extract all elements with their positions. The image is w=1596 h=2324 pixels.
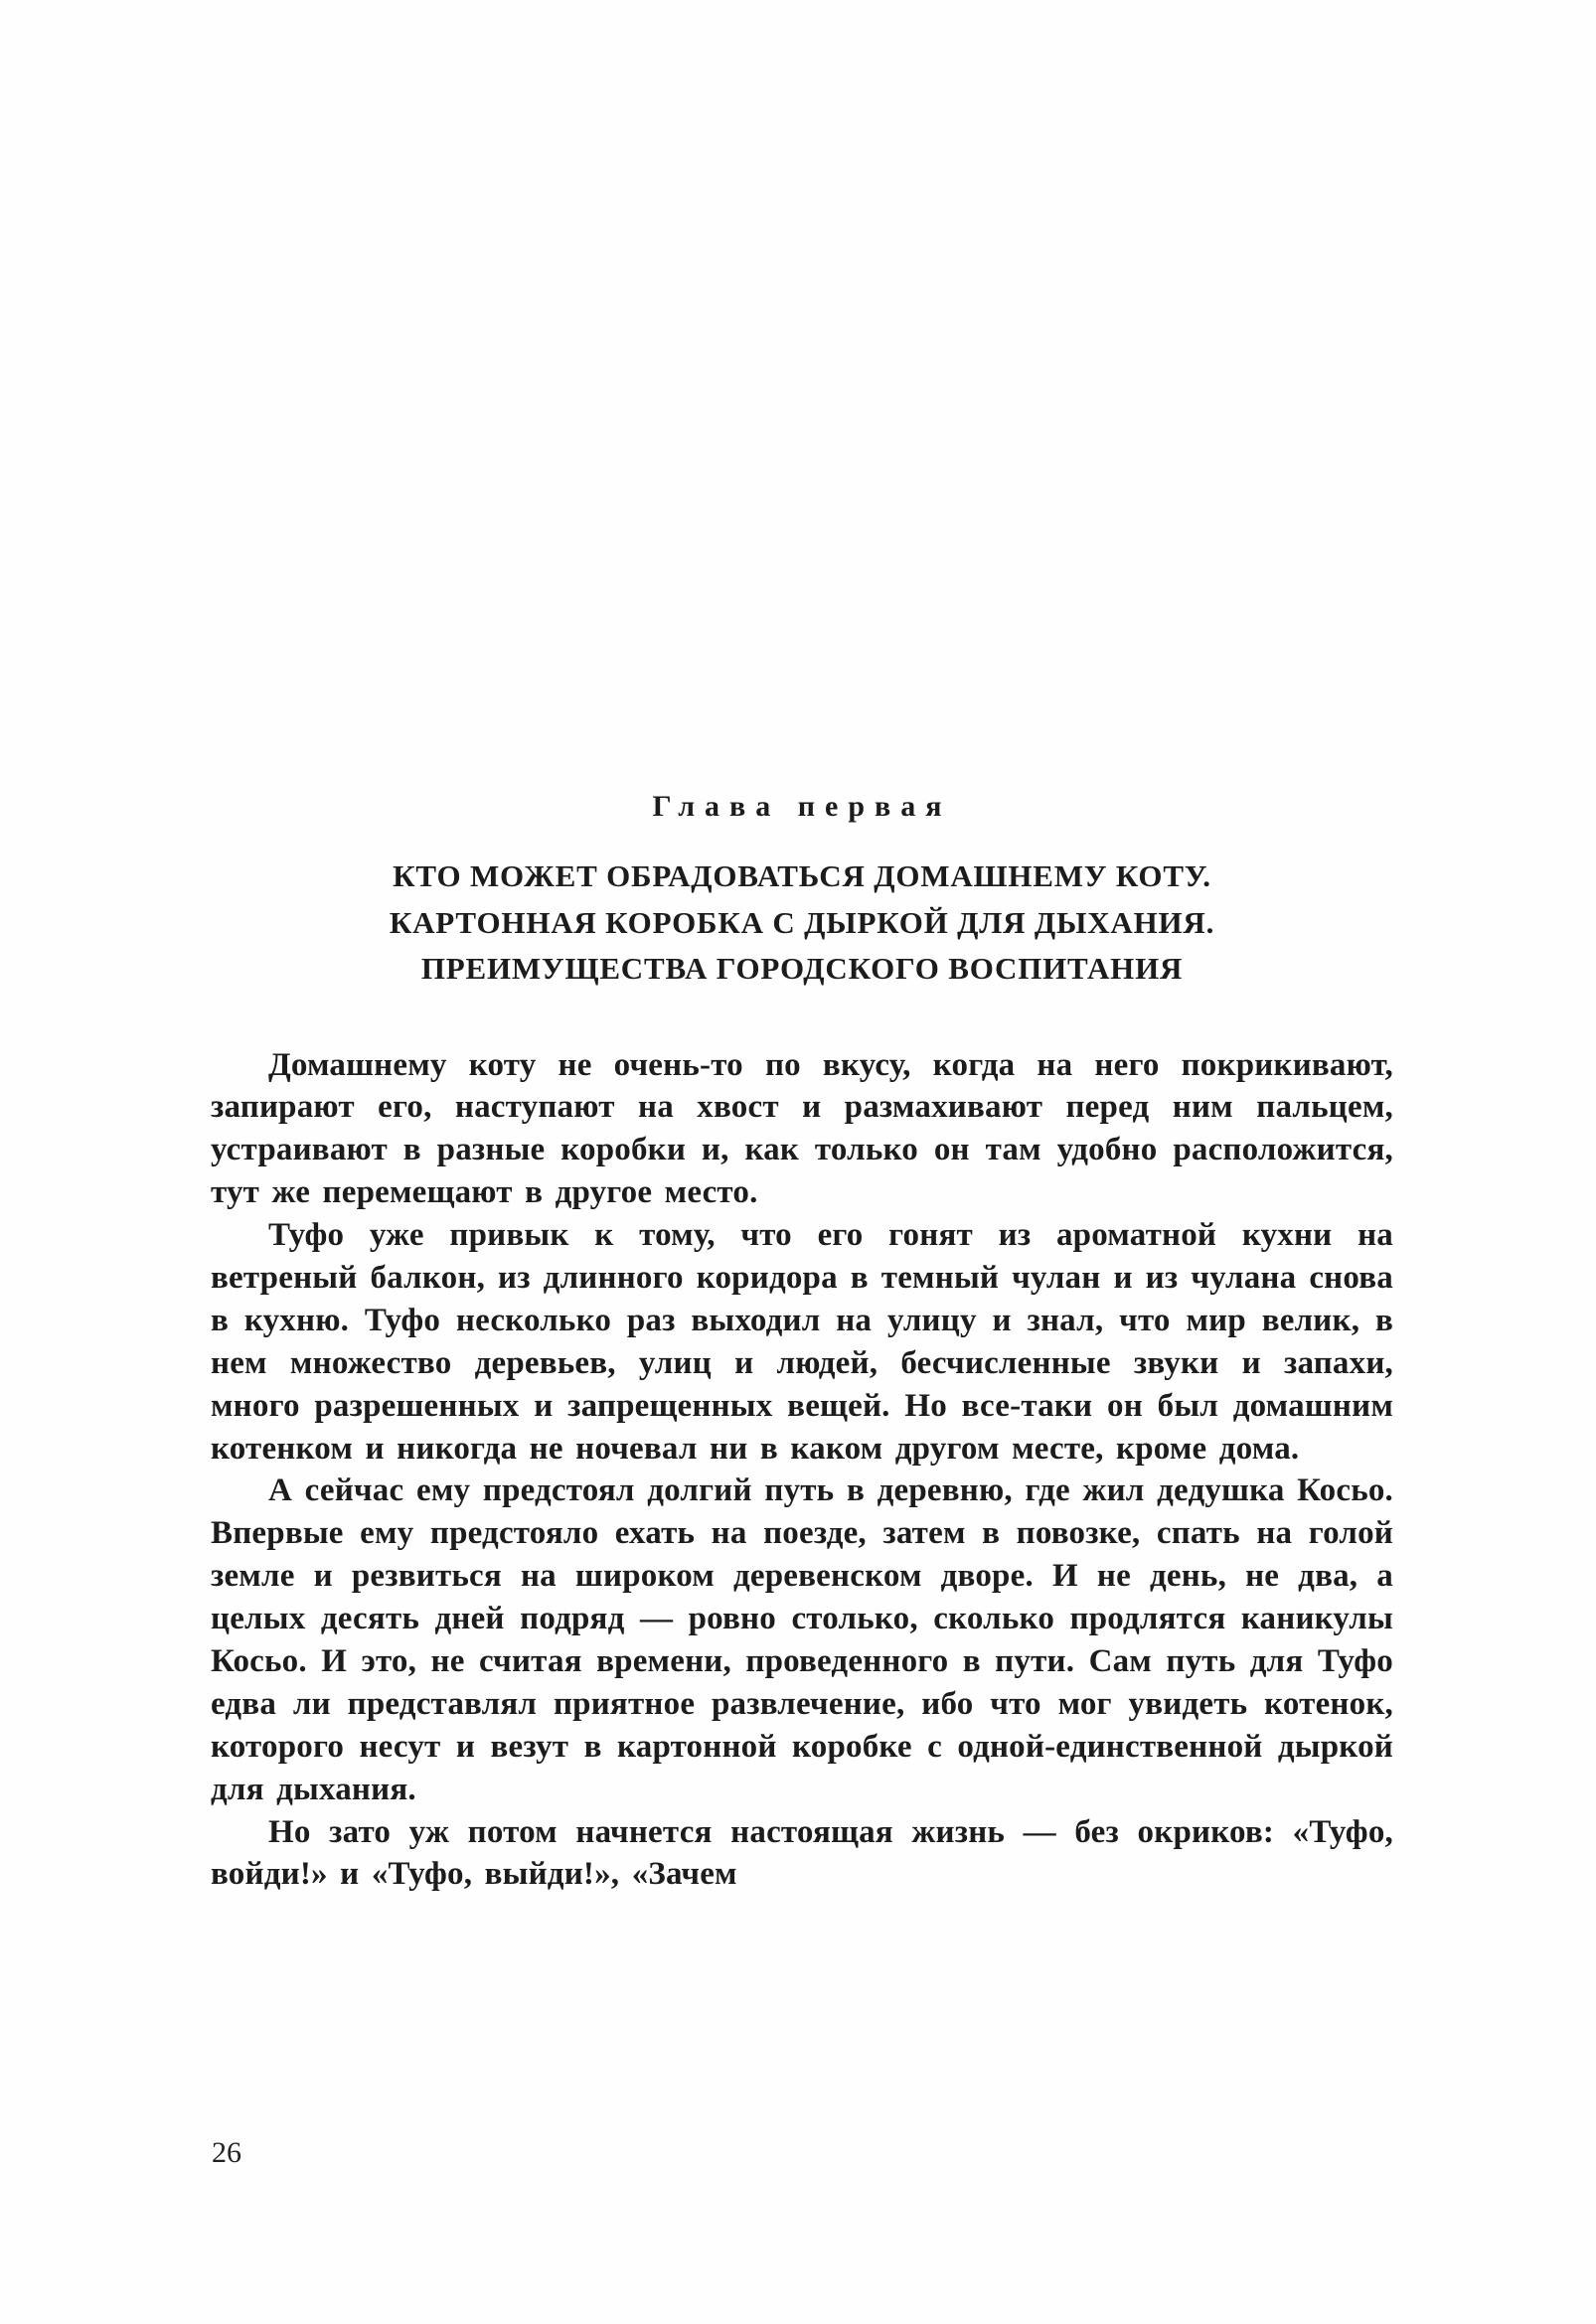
chapter-title-line: КАРТОННАЯ КОРОБКА С ДЫРКОЙ ДЛЯ ДЫХАНИЯ. — [389, 904, 1215, 940]
chapter-title-line: ПРЕИМУЩЕСТВА ГОРОДСКОГО ВОСПИТАНИЯ — [420, 951, 1184, 986]
page-number: 26 — [212, 2136, 241, 2169]
text-block — [211, 790, 1393, 1896]
body-text — [211, 1044, 1393, 1897]
body-paragraph: Домашнему коту не очень-то по вкусу, когда на него покрикивают, запирают его, наступают на хвост и размахивают перед ним пальцем, устраивают в разные коробки и, как только он там удобно расположится, тут же перемещают в другое место. — [211, 1046, 1393, 1211]
body-paragraph: Туфо уже привык к тому, что его гонят из ароматной кухни на ветреный балкон, из длинного коридора в темный чулан и из чулана снова в кухню. Туфо несколько раз выходил на улицу и знал, что мир велик, в нем множество деревьев, улиц и людей, бесчисленные звуки и запахи, много разрешенных и запрещенных вещей. Но все-таки он был домашним котенком и никогда не ночевал ни в каком другом месте, кроме дома. — [211, 1217, 1393, 1467]
chapter-label: Глава первая — [652, 790, 952, 823]
body-paragraph: А сейчас ему предстоял долгий путь в деревню, где жил дедушка Косьо. Впервые ему предстояло ехать на поезде, затем в повозке, спать на голой земле и резвиться на широком деревенском дворе. И не день, не два, а целых десять дней подряд — ровно столько, сколько продлятся каникулы Косьо. И это, не считая времени, проведенного в пути. Сам путь для Туфо едва ли представлял приятное развлечение, ибо что мог увидеть котенок, которого несут и везут в картонной коробке с одной-единственной дыркой для дыхания. — [211, 1472, 1393, 1807]
chapter-title — [211, 853, 1393, 993]
chapter-title-line: КТО МОЖЕТ ОБРАДОВАТЬСЯ ДОМАШНЕМУ КОТУ. — [393, 858, 1211, 893]
body-paragraph: Но зато уж потом начнется настоящая жизнь — без окриков: «Туфо, войди!» и «Туфо, выйди!», «Зачем — [211, 1813, 1393, 1893]
